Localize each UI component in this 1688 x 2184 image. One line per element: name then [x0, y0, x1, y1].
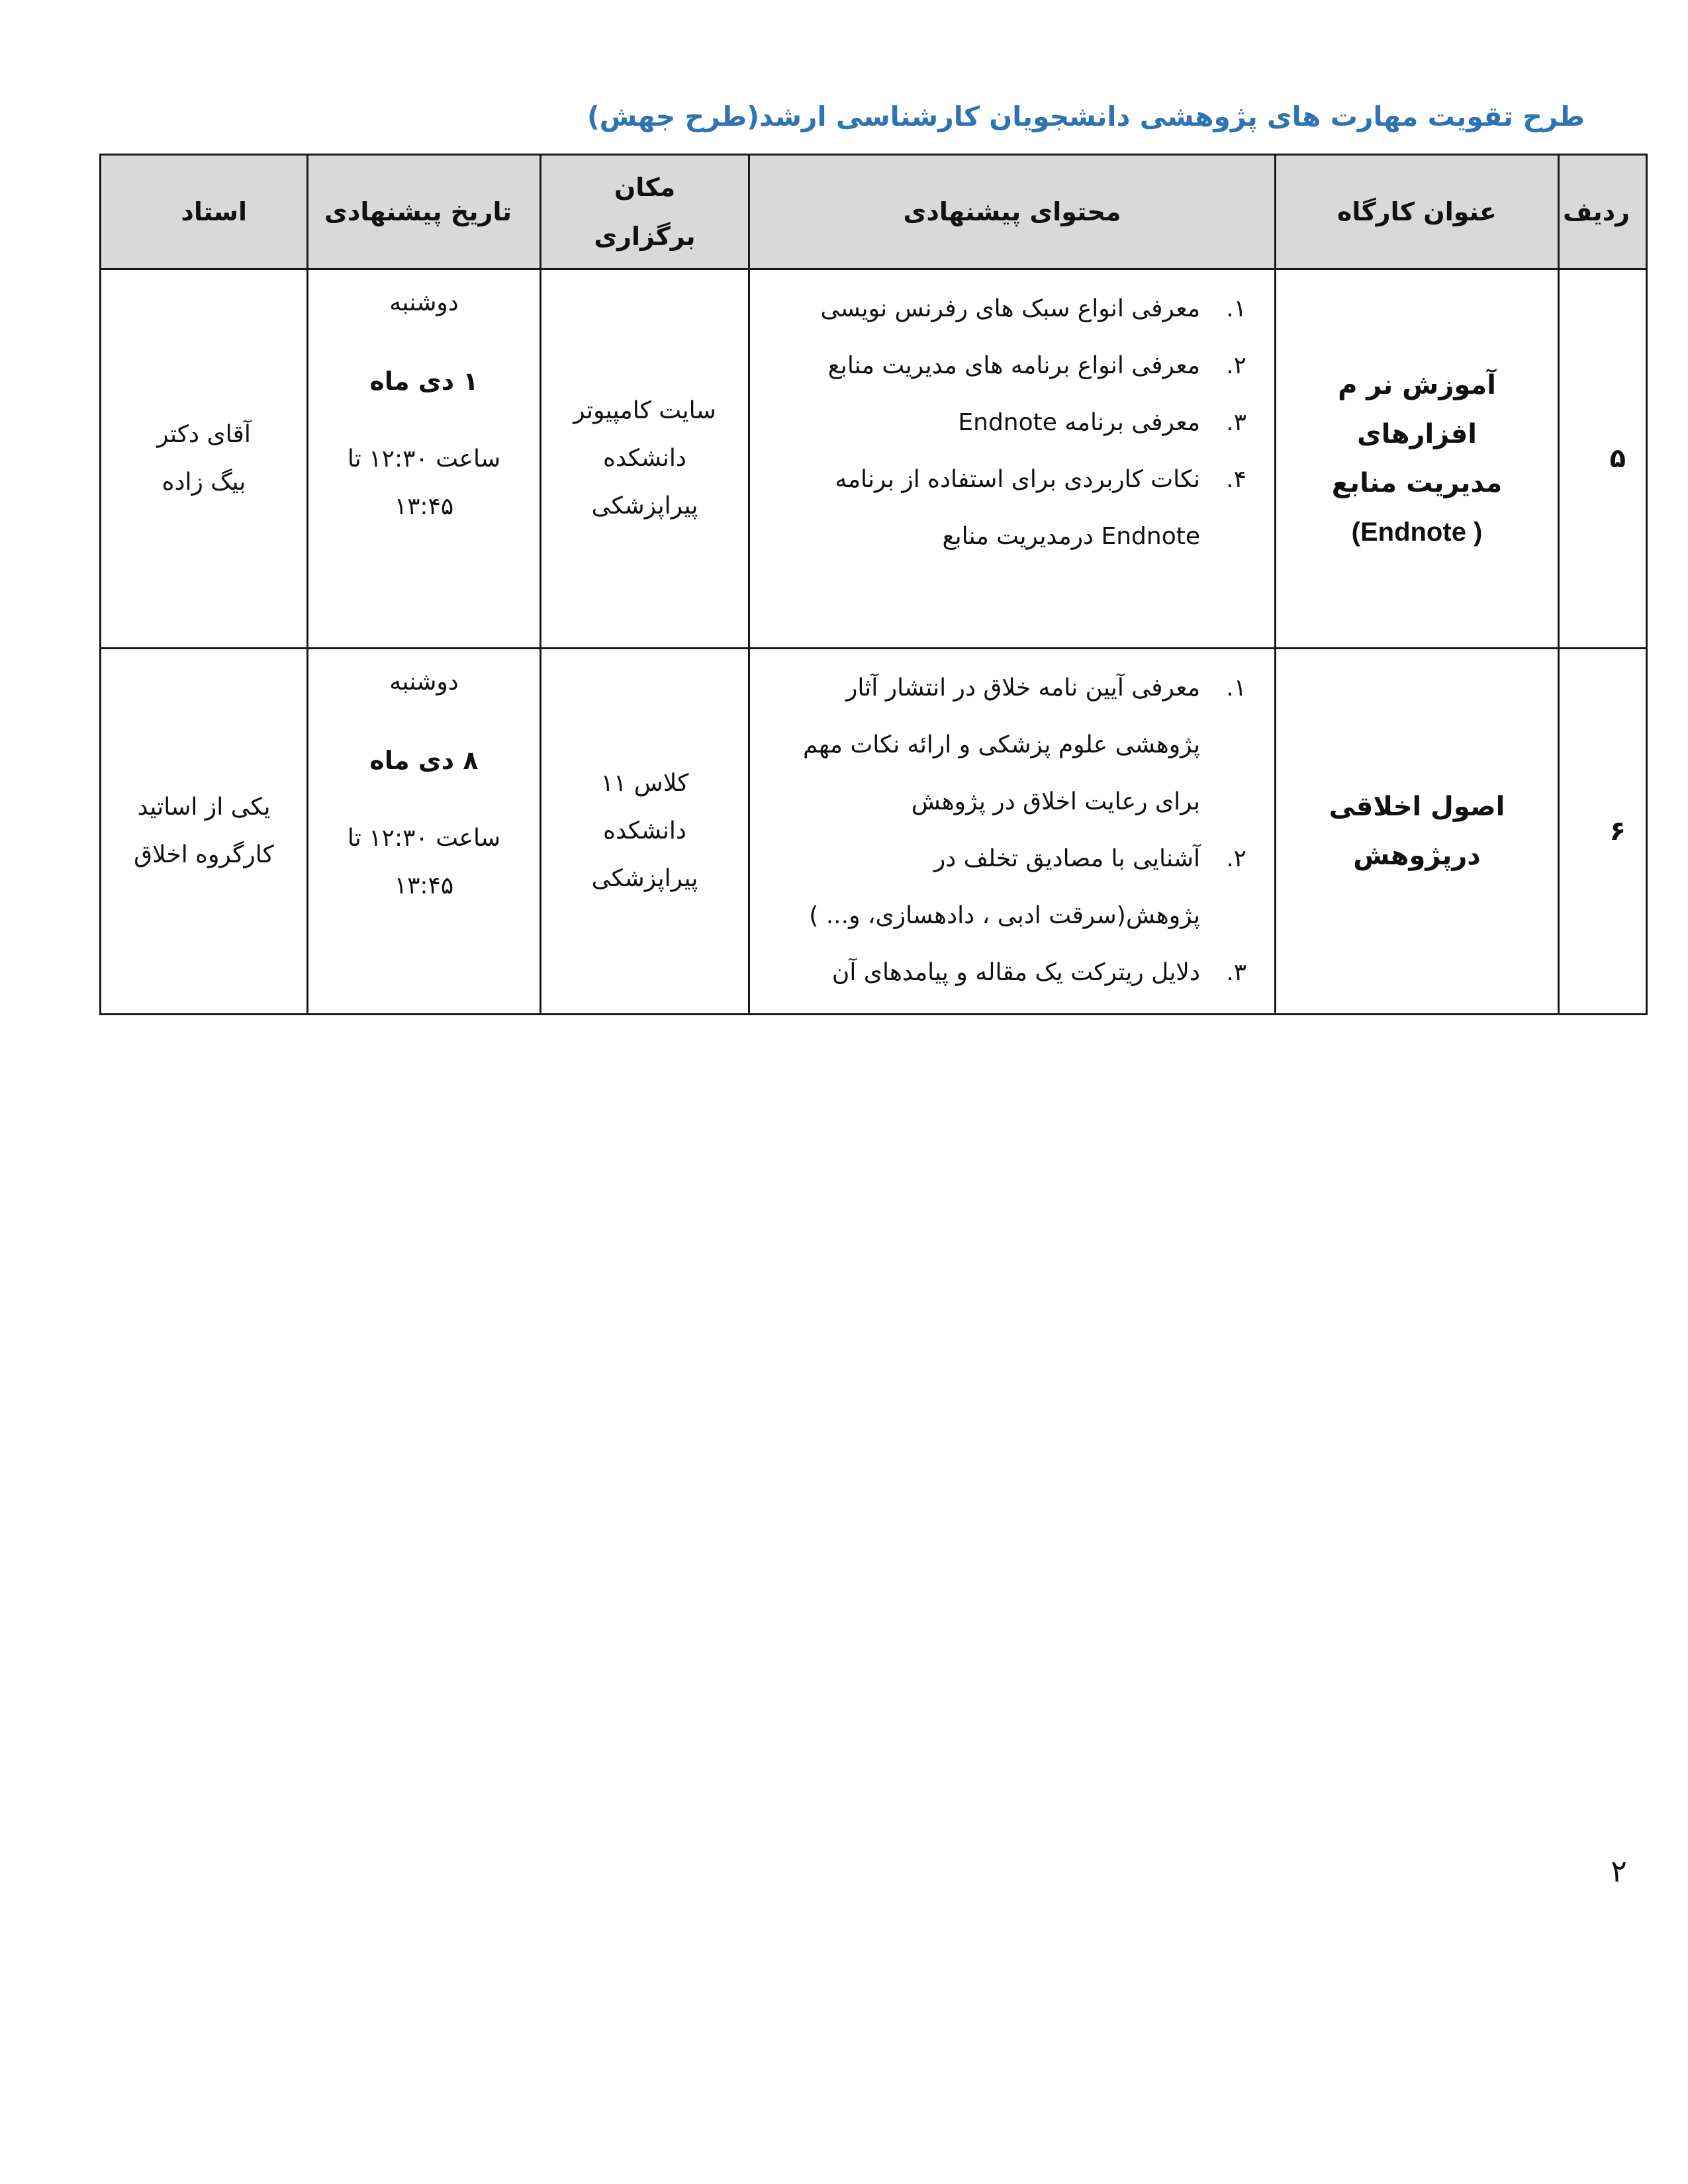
workshop-instructor	[101, 269, 308, 649]
header-venue-line2: برگزاری	[594, 222, 696, 251]
list-item-number: ۱.	[1226, 295, 1246, 322]
instructor-line: یکی از اساتید	[137, 794, 271, 821]
day-label: دوشنبه	[389, 289, 459, 316]
list-item-text: آشنایی با مصادیق تخلف در پژوهش(سرقت ادبی ، دادهسازی، و... )	[809, 845, 1200, 929]
header-venue	[541, 155, 749, 269]
workshop-title-line: آموزش نر م افزارهای	[1338, 370, 1496, 449]
content-list	[776, 660, 1258, 1001]
row-number: ۶	[1559, 649, 1647, 1015]
list-item-number: ۱.	[1226, 674, 1246, 702]
header-row-number: ردیف	[1559, 155, 1647, 269]
header-venue-line1: مکان	[614, 173, 676, 202]
header-instructor: استاد	[101, 155, 308, 269]
venue-line: سایت کامپیوتر	[573, 397, 716, 424]
workshop-title-line: اصول اخلاقی درپژوهش	[1329, 792, 1505, 871]
time-label: ۱۳:۴۵	[394, 872, 454, 899]
workshop-title	[1276, 649, 1559, 1015]
workshop-content	[749, 649, 1276, 1015]
list-item-number: ۴.	[1226, 466, 1246, 493]
row-number: ۵	[1559, 269, 1647, 649]
list-item	[776, 281, 1258, 338]
list-item	[776, 394, 1258, 451]
instructor-line: آقای دکتر	[157, 421, 251, 448]
time-label: ساعت ۱۲:۳۰ تا	[347, 825, 501, 852]
venue-line: کلاس ۱۱	[600, 770, 689, 797]
date-label: ۸ دی ماه	[369, 746, 479, 775]
list-item-text: معرفی انواع سبک های رفرنس نویسی	[820, 295, 1200, 322]
list-item	[776, 944, 1258, 1001]
workshop-date	[308, 649, 541, 1015]
venue-line: پیراپزشکی	[591, 492, 698, 520]
list-item	[776, 831, 1258, 944]
page-number: ۲	[1611, 1853, 1627, 1889]
list-item-number: ۳.	[1226, 959, 1246, 986]
header-workshop-title: عنوان کارگاه	[1276, 155, 1559, 269]
page-title: طرح تقویت مهارت های پژوهشی دانشجویان کارشناسی ارشد(طرح جهش)	[586, 101, 1585, 132]
list-item-text: معرفی برنامه Endnote	[958, 409, 1200, 436]
list-item-text: معرفی آیین نامه خلاق در انتشار آثار پژوهشی علوم پزشکی و ارائه نکات مهم برای رعایت اخلاق در پژوهش	[803, 674, 1200, 815]
venue-line: پیراپزشکی	[591, 865, 698, 892]
list-item	[776, 451, 1258, 565]
day-label: دوشنبه	[389, 668, 459, 696]
header-content: محتوای پیشنهادی	[749, 155, 1276, 269]
list-item-text: معرفی انواع برنامه های مدیریت منابع	[827, 352, 1200, 379]
workshop-instructor	[101, 649, 308, 1015]
venue-line: دانشکده	[603, 817, 686, 844]
list-item-number: ۲.	[1226, 352, 1246, 379]
time-label: ۱۳:۴۵	[394, 493, 454, 520]
workshop-title-line: ( Endnote)	[1351, 518, 1483, 547]
venue-line: دانشکده	[603, 445, 686, 472]
list-item	[776, 660, 1258, 831]
workshop-schedule-table	[99, 154, 1648, 1015]
date-label: ۱ دی ماه	[369, 367, 479, 396]
table-header-row	[101, 155, 1647, 269]
time-label: ساعت ۱۲:۳۰ تا	[347, 445, 501, 473]
table-row	[101, 269, 1647, 649]
workshop-date	[308, 269, 541, 649]
workshop-content	[749, 269, 1276, 649]
list-item-text: دلایل ریترکت یک مقاله و پیامدهای آن	[831, 959, 1200, 986]
workshop-title-line: مدیریت منابع	[1331, 468, 1503, 498]
header-date: تاریخ پیشنهادی	[308, 155, 541, 269]
list-item-number: ۲.	[1226, 845, 1246, 872]
workshop-title	[1276, 269, 1559, 649]
list-item-text: نکات کاربردی برای استفاده از برنامه Endnote درمدیریت منابع	[835, 466, 1200, 550]
list-item-number: ۳.	[1226, 409, 1246, 436]
workshop-venue	[541, 269, 749, 649]
table-row	[101, 649, 1647, 1015]
instructor-line: کارگروه اخلاق	[134, 841, 274, 868]
workshop-venue	[541, 649, 749, 1015]
content-list	[776, 281, 1258, 565]
instructor-line: بیگ زاده	[162, 469, 246, 496]
list-item	[776, 338, 1258, 394]
